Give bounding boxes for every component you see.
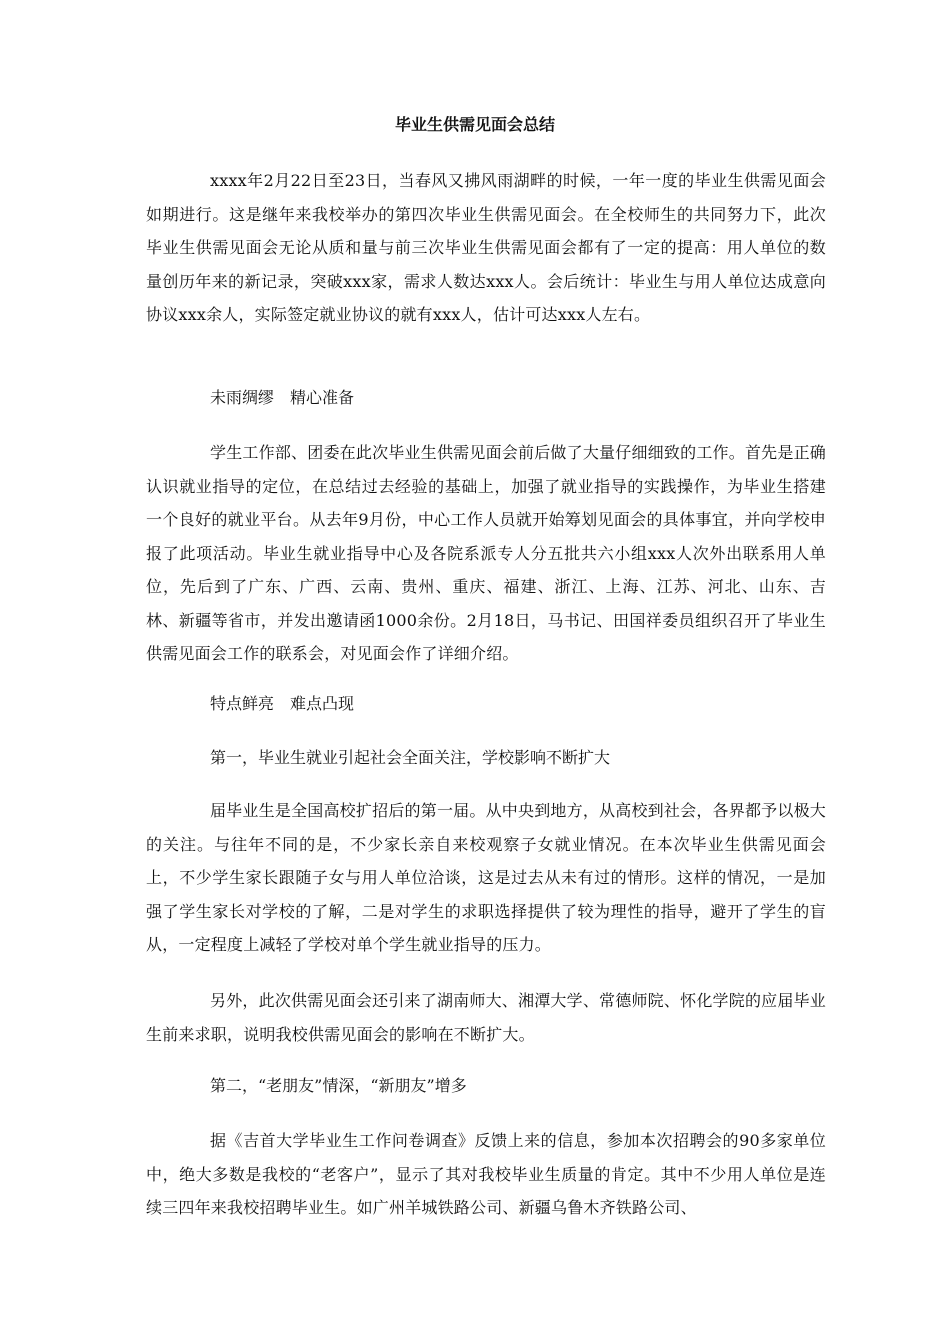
section-heading-features: 特点鲜亮 难点凸现 xyxy=(210,694,355,713)
paragraph-intro: xxxx年2月22日至23日，当春风又拂风雨湖畔的时候，一年一度的毕业生供需见面会如期进行。这是继年来我校举办的第四次毕业生供需见面会。在全校师生的共同努力下，此次毕业生供需见面会无论从质和量与前三次毕业生供需见面会都有了一定的提高：用人单位的数量创历年来的新记录，突破xxx家，需求人数达xxx人。会后统计：毕业生与用人单位达成意向协议xxx余人，实际签定就业协议的就有xxx人，估计可达xxx人左右。 xyxy=(146,171,826,324)
paragraph-first: 届毕业生是全国高校扩招后的第一届。从中央到地方，从高校到社会，各界都予以极大的关注。与往年不同的是，不少家长亲自来校观察子女就业情况。在本次毕业生供需见面会上，不少学生家长跟随子女与用人单位洽谈，这是过去从未有过的情形。这样的情况，一是加强了学生家长对学校的了解，二是对学生的求职选择提供了较为理性的指导，避开了学生的盲从，一定程度上减轻了学校对单个学生就业指导的压力。 xyxy=(146,801,826,954)
subheading-second: 第二，“老朋友”情深，“新朋友”增多 xyxy=(210,1076,467,1095)
paragraph-preparation: 学生工作部、团委在此次毕业生供需见面会前后做了大量仔细细致的工作。首先是正确认识就业指导的定位，在总结过去经验的基础上，加强了就业指导的实践操作，为毕业生搭建一个良好的就业平台。从去年9月份，中心工作人员就开始筹划见面会的具体事宜，并向学校申报了此项活动。毕业生就业指导中心及各院系派专人分五批共六小组xxx人次外出联系用人单位，先后到了广东、广西、云南、贵州、重庆、福建、浙江、上海、江苏、河北、山东、吉林、新疆等省市，并发出邀请函1000余份。2月18日，马书记、田国祥委员组织召开了毕业生供需见面会工作的联系会，对见面会作了详细介绍。 xyxy=(146,443,826,663)
subheading-first: 第一，毕业生就业引起社会全面关注，学校影响不断扩大 xyxy=(210,748,611,767)
document-title: 毕业生供需见面会总结 xyxy=(394,115,555,134)
paragraph-second: 据《吉首大学毕业生工作问卷调查》反馈上来的信息，参加本次招聘会的90多家单位中，绝大多数是我校的“老客户”，显示了其对我校毕业生质量的肯定。其中不少用人单位是连续三四年来我校招聘毕业生。如广州羊城铁路公司、新疆乌鲁木齐铁路公司、 xyxy=(146,1131,826,1217)
paragraph-another: 另外，此次供需见面会还引来了湖南师大、湘潭大学、常德师院、怀化学院的应届毕业生前来求职，说明我校供需见面会的影响在不断扩大。 xyxy=(146,991,826,1044)
section-heading-preparation: 未雨绸缪 精心准备 xyxy=(210,388,355,407)
